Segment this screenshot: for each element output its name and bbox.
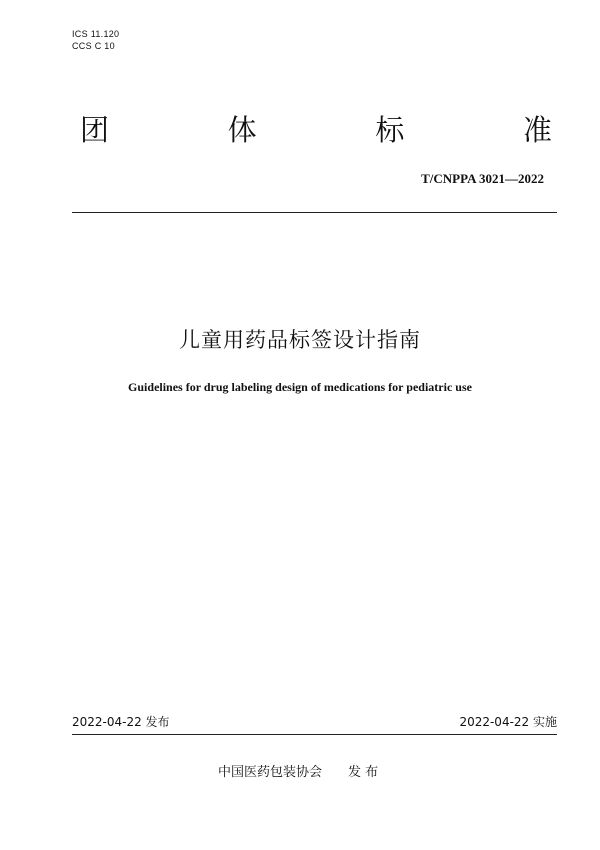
issue-date: 2022-04-22 发布 [72, 715, 170, 729]
standard-type-heading [80, 110, 552, 150]
standard-type-char: 团 [80, 113, 110, 147]
english-title: Guidelines for drug labeling design of medications for pediatric use [128, 380, 472, 394]
standard-type-char: 准 [522, 113, 552, 147]
issuer-action: 发 布 [348, 765, 379, 780]
standard-number: T/CNPPA 3021—2022 [421, 171, 544, 186]
standard-type-char: 标 [375, 113, 405, 147]
issuer-name: 中国医药包装协会 [218, 765, 323, 780]
issuer-line [218, 764, 378, 782]
standard-type-char: 体 [227, 113, 257, 147]
chinese-title: 儿童用药品标签设计指南 [179, 328, 421, 352]
ccs-code: CCS C 10 [72, 41, 115, 51]
top-divider [72, 212, 557, 213]
ics-code: ICS 11.120 [72, 29, 120, 39]
bottom-divider [72, 734, 557, 735]
classification-codes [72, 28, 119, 52]
implementation-date: 2022-04-22 实施 [459, 715, 557, 729]
